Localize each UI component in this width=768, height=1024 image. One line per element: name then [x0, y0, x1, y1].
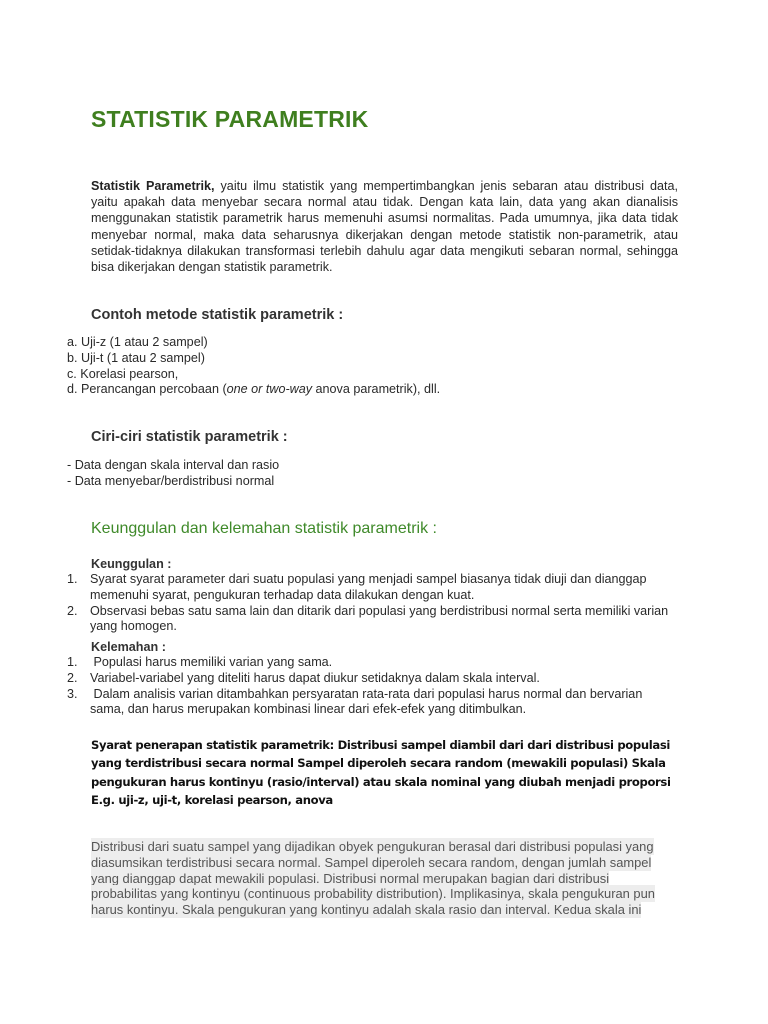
keunggulan-kelemahan-heading: Keunggulan dan kelemahan statistik parametrik :: [91, 520, 437, 537]
page-bottom-margin: [0, 921, 768, 1024]
list-item: [67, 655, 675, 671]
list-number: 2.: [67, 603, 78, 618]
syarat-paragraph: Syarat penerapan statistik parametrik: Distribusi sampel diambil dari dari distribusi populasi yang terdistribusi secara normal Sampel diperoleh secara random (mewakili populasi) Skala pengukuran harus kontinyu (rasio/interval) atau skala nominal yang diubah menjadi proporsi E.g. uji-z, uji-t, korelasi pearson, anova: [91, 738, 671, 808]
list-number: 3.: [67, 686, 78, 701]
list-item: [67, 687, 675, 719]
list-text: Observasi bebas satu sama lain dan ditarik dari populasi yang berdistribusi normal serta memiliki varian yang homogen.: [90, 603, 669, 634]
list-text: Dalam analisis varian ditambahkan persyaratan rata-rata dari populasi harus normal dan bervarian sama, dan harus merupakan kombinasi linear dari efek-efek yang ditimbulkan.: [90, 686, 646, 717]
list-item-pre: d. Perancangan percobaan (: [67, 382, 227, 397]
list-item: - Data menyebar/berdistribusi normal: [67, 473, 275, 488]
list-item: [67, 572, 675, 604]
intro-term: Statistik Parametrik,: [91, 179, 215, 193]
list-number: 1.: [67, 572, 78, 586]
intro-paragraph: [91, 178, 678, 275]
ciri-heading: Ciri-ciri statistik parametrik :: [91, 429, 288, 445]
list-number: 2.: [67, 670, 78, 685]
list-item: b. Uji-t (1 atau 2 sampel): [67, 350, 205, 365]
contoh-heading: Contoh metode statistik parametrik :: [91, 307, 344, 323]
list-item: [67, 382, 440, 398]
list-item-post: anova parametrik), dll.: [312, 382, 441, 397]
list-item: - Data dengan skala interval dan rasio: [67, 458, 280, 472]
kelemahan-list: [67, 655, 675, 718]
keunggulan-list: [67, 572, 675, 635]
contoh-list: [67, 335, 440, 398]
list-number: 1.: [67, 655, 78, 669]
list-text: Populasi harus memiliki varian yang sama.: [90, 655, 333, 669]
list-item: [67, 604, 675, 636]
page-title: STATISTIK PARAMETRIK: [91, 106, 369, 132]
list-item: [67, 671, 675, 687]
list-item: a. Uji-z (1 atau 2 sampel): [67, 335, 208, 349]
keunggulan-label: Keunggulan :: [91, 557, 172, 571]
kelemahan-label: Kelemahan :: [91, 640, 166, 654]
list-item-emphasis: one or two-way: [226, 382, 313, 397]
ciri-list: [67, 458, 279, 490]
distribusi-paragraph: [91, 839, 671, 918]
intro-text: yaitu ilmu statistik yang mempertimbangkan jenis sebaran atau distribusi data, yaitu apakah data menyebar secara normal atau tidak. Dengan kata lain, data yang akan dianalisis menggunakan statistik parametrik harus memenuhi asumsi normalitas. Pada umumnya, jika data tidak menyebar normal, maka data seharusnya dikerjakan dengan metode statistik non-parametrik, atau setidak-tidaknya dilakukan transformasi terlebih dahulu agar data mengikuti sebaran normal, sehingga bisa dikerjakan dengan statistik parametrik.: [91, 179, 678, 275]
list-text: Variabel-variabel yang diteliti harus dapat diukur setidaknya dalam skala interval.: [90, 670, 540, 685]
list-text: Syarat syarat parameter dari suatu populasi yang menjadi sampel biasanya tidak diuji dan dianggap memenuhi syarat, pengukuran terhadap data dilakukan dengan kuat.: [90, 572, 647, 602]
list-item: c. Korelasi pearson,: [67, 366, 179, 381]
distribusi-text: Distribusi dari suatu sampel yang dijadikan obyek pengukuran berasal dari distribusi populasi yang diasumsikan terdistribusi secara normal. Sampel diperoleh secara random, dengan jumlah sampel yang dianggap dapat mewakili populasi. Distribusi normal merupakan bagian dari distribusi probabilitas yang kontinyu (continuous probability distribution). Implikasinya, skala pengukuran pun harus kontinyu. Skala pengukuran yang kontinyu adalah skala rasio dan interval. Kedua skala ini: [91, 839, 655, 918]
